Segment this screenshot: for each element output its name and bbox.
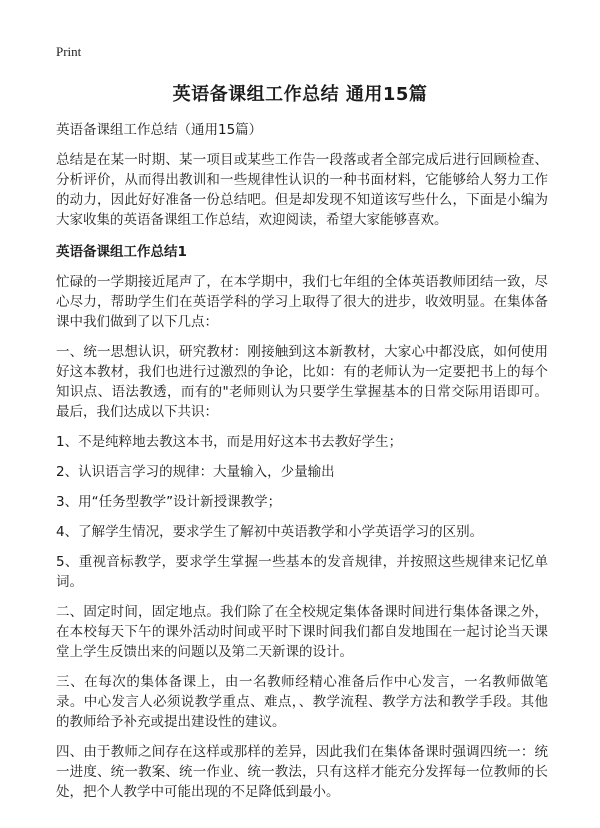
page-title: 英语备课组工作总结 通用15篇 [172, 84, 428, 105]
paragraph-3: 二、固定时间，固定地点。我们除了在全校规定集体备课时间进行集体备课之外，在本校每天下午的课外活动时间或平时下课时间我们都自发地围在一起讨论当天课堂上学生反馈出来的问题以及第二天新课的设计。 [56, 604, 548, 660]
intro-paragraph: 总结是在某一时期、某一项目或某些工作告一段落或者全部完成后进行回顾检查、分析评价，从而得出教训和一些规律性认识的一种书面材料，它能够给人努力工作的动力，因此好好准备一份总结吧。但是却发现不知道该写些什么，下面是小编为大家收集的英语备课组工作总结，欢迎阅读，希望大家能够喜欢。 [56, 152, 548, 228]
document-body [56, 120, 548, 812]
section-heading: 英语备课组工作总结1 [56, 244, 187, 260]
paragraph-1: 忙碌的一学期接近尾声了，在本学期中，我们七年组的全体英语教师团结一致，尽心尽力，帮助学生们在英语学科的学习上取得了很大的进步，收效明显。在集体备课中我们做到了以下几点： [56, 274, 548, 330]
list-item-1: 1、不是纯粹地去教这本书，而是用好这本书去教好学生； [56, 434, 403, 450]
paragraph-4: 三、在每次的集体备课上，由一名教师经精心准备后作中心发言，一名教师做笔录。中心发言人必须说教学重点、难点，、教学流程、教学方法和教学手段。其他的教师给予补充或提出建设性的建议。 [56, 674, 548, 730]
list-item-4: 4、了解学生情况，要求学生了解初中英语教学和小学英语学习的区别。 [56, 524, 484, 540]
list-item-3: 3、用“任务型教学”设计新授课教学； [56, 494, 282, 510]
list-item-2: 2、认识语言学习的规律：大量输入，少量输出 [56, 464, 335, 480]
print-label[interactable]: Print [56, 44, 82, 59]
paragraph-2: 一、统一思想认识，研究教材：刚接触到这本新教材，大家心中都没底，如何使用好这本教材，我们也进行过激烈的争论，比如：有的老师认为一定要把书上的每个知识点、语法教透，而有的"老师则认为只要学生掌握基本的日常交际用语即可。最后，我们达成以下共识： [56, 344, 548, 420]
document-subtitle: 英语备课组工作总结（通用15篇） [56, 122, 263, 138]
list-item-5: 5、重视音标教学，要求学生掌握一些基本的发音规律，并按照这些规律来记忆单词。 [56, 554, 548, 590]
paragraph-5: 四、由于教师之间存在这样或那样的差异，因此我们在集体备课时强调四统一：统一进度、统一教案、统一作业、统一教法，只有这样才能充分发挥每一位教师的长处，把个人教学中可能出现的不足降低到最小。 [56, 744, 548, 800]
